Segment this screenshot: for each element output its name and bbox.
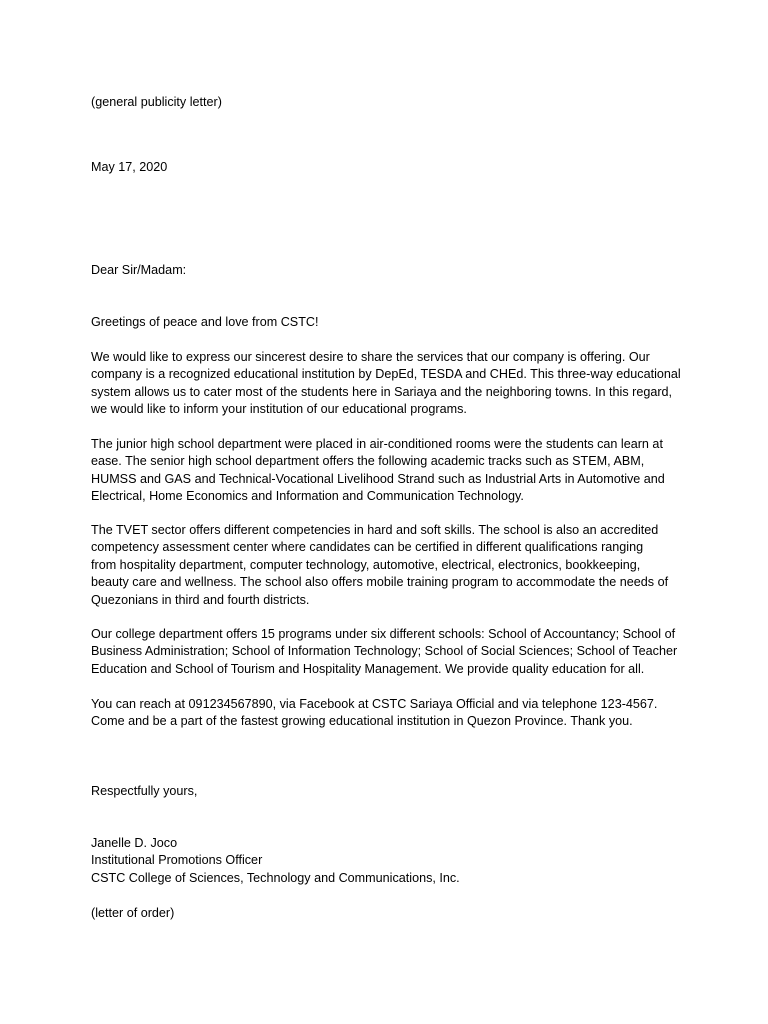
paragraph-line: system allows us to cater most of the students here in Sariaya and the neighboring towns. In this regard, — [91, 384, 673, 399]
paragraph-line: from hospitality department, computer technology, automotive, electrical, electronics, bookkeeping, — [91, 557, 641, 572]
letter-salutation: Dear Sir/Madam: — [91, 263, 187, 277]
signatory-title: Institutional Promotions Officer — [91, 853, 263, 867]
paragraph-line: company is a recognized educational institution by DepEd, TESDA and CHEd. This three-way educational — [91, 367, 681, 382]
letter-paragraph-contact — [91, 696, 691, 731]
letter-greeting: Greetings of peace and love from CSTC! — [91, 315, 319, 329]
letter-paragraph-high-school — [91, 436, 691, 506]
paragraph-line: The TVET sector offers different competencies in hard and soft skills. The school is also an accredited — [91, 523, 659, 537]
letter-paragraph-college — [91, 626, 691, 678]
paragraph-line: Our college department offers 15 programs under six different schools: School of Accountancy; School of — [91, 627, 676, 641]
paragraph-line: ease. The senior high school department offers the following academic tracks such as STEM, ABM, — [91, 454, 645, 469]
paragraph-line: competency assessment center where candidates can be certified in different qualifications ranging — [91, 540, 644, 555]
paragraph-line: Business Administration; School of Information Technology; School of Social Sciences; School of Teacher — [91, 644, 678, 659]
letter-closing: Respectfully yours, — [91, 784, 198, 798]
signatory-organization: CSTC College of Sciences, Technology and Communications, Inc. — [91, 871, 460, 885]
paragraph-line: Come and be a part of the fastest growing educational institution in Quezon Province. Thank you. — [91, 714, 633, 729]
letter-paragraph-tvet — [91, 522, 691, 609]
paragraph-line: we would like to inform your institution of our educational programs. — [91, 402, 467, 417]
paragraph-line: Education and School of Tourism and Hospitality Management. We provide quality education for all. — [91, 661, 645, 676]
paragraph-line: You can reach at 091234567890, via Facebook at CSTC Sariaya Official and via telephone 123-4567. — [91, 697, 658, 711]
signatory-name: Janelle D. Joco — [91, 836, 178, 850]
paragraph-line: We would like to express our sincerest desire to share the services that our company is offering. Our — [91, 350, 650, 364]
letter-footer-note: (letter of order) — [91, 906, 175, 920]
paragraph-line: Quezonians in third and fourth districts. — [91, 592, 310, 607]
letter-paragraph-introduction — [91, 349, 691, 419]
paragraph-line: beauty care and wellness. The school also offers mobile training program to accommodate the needs of — [91, 575, 669, 590]
paragraph-line: HUMSS and GAS and Technical-Vocational Livelihood Strand such as Industrial Arts in Automotive and — [91, 471, 665, 486]
letter-heading-note: (general publicity letter) — [91, 95, 222, 109]
letter-date: May 17, 2020 — [91, 160, 168, 174]
paragraph-line: The junior high school department were placed in air-conditioned rooms were the students can learn at — [91, 437, 663, 451]
paragraph-line: Electrical, Home Economics and Information and Communication Technology. — [91, 489, 524, 504]
